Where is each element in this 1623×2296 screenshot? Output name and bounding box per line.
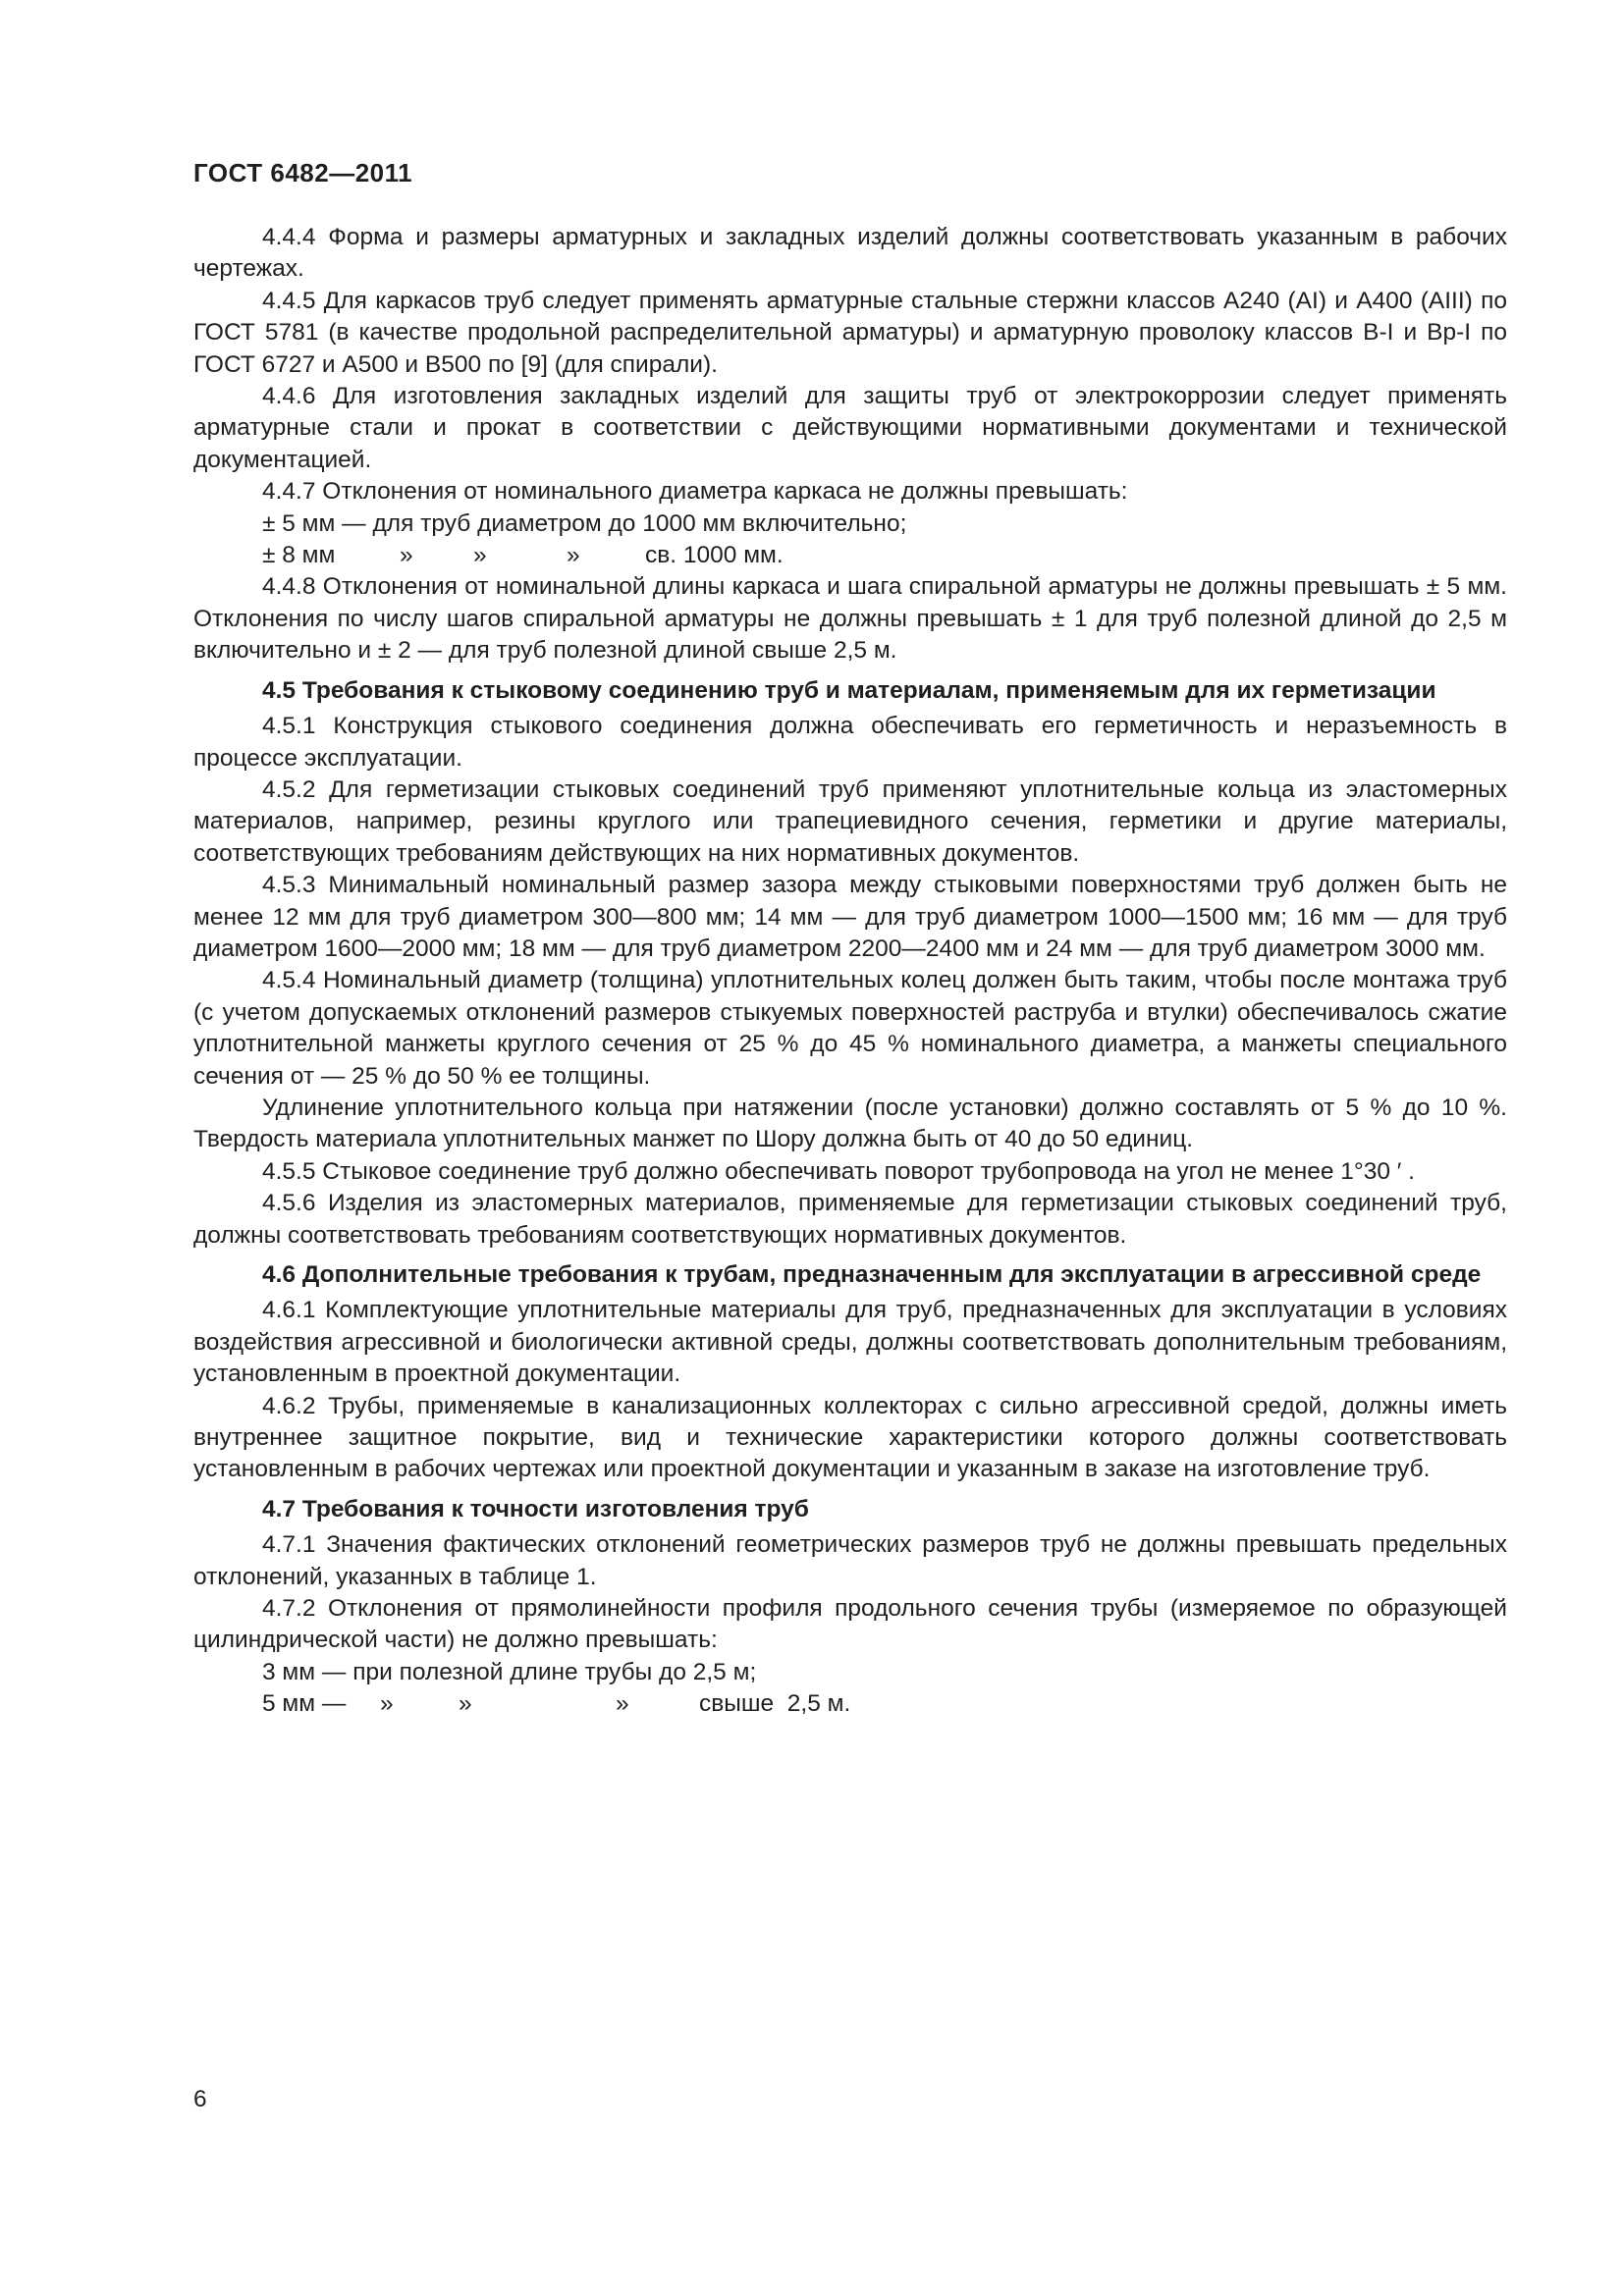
paragraph-4-4-5: 4.4.5 Для каркасов труб следует применять арматурные стальные стержни классов А240 (АI) и А400 (АIII) по ГОСТ 5781 (в качестве продольной распределительной арматуры) и арматурную проволоку классов В-I и Вр-I по ГОСТ 6727 и А500 и В500 по [9] (для спирали). — [193, 287, 1507, 378]
paragraph-4-5-3: 4.5.3 Минимальный номинальный размер зазора между стыковыми поверхностями труб должен быть не менее 12 мм для труб диаметром 300—800 мм; 14 мм — для труб диаметром 1000—1500 мм; 16 мм — для труб диаметром 1600—2000 мм; 18 мм — для труб диаметром 2200—2400 мм и 24 мм — для труб диаметром 3000 мм. — [193, 872, 1507, 962]
document-header: ГОСТ 6482—2011 — [193, 158, 413, 187]
ditto-mark: » — [473, 542, 487, 569]
paragraph-4-4-4: 4.4.4 Форма и размеры арматурных и закладных изделий должны соответствовать указанным в рабочих чертежах. — [193, 224, 1507, 283]
paragraph-4-5-1: 4.5.1 Конструкция стыкового соединения должна обеспечивать его герметичность и неразъемность в процессе эксплуатации. — [193, 713, 1507, 772]
tolerance-line-1: ± 5 мм — для труб диаметром до 1000 мм включительно; — [262, 509, 907, 537]
paragraph-4-4-7: 4.4.7 Отклонения от номинального диаметра каркаса не должны превышать: — [262, 478, 1128, 506]
ditto-mark: » — [380, 1690, 394, 1718]
section-title-4-5: 4.5 Требования к стыковому соединению труб и материалам, применяемым для их герметизации — [262, 676, 1436, 704]
paragraph-4-7-1: 4.7.1 Значения фактических отклонений геометрических размеров труб не должны превышать предельных отклонений, указанных в таблице 1. — [193, 1531, 1507, 1590]
paragraph-4-5-5: 4.5.5 Стыковое соединение труб должно обеспечивать поворот трубопровода на угол не менее 1°30 ′ . — [262, 1157, 1415, 1185]
ditto-mark: » — [567, 542, 580, 569]
paragraph-4-4-8: 4.4.8 Отклонения от номинальной длины каркаса и шага спиральной арматуры не должны превышать ± 5 мм. Отклонения по числу шагов спиральной арматуры не должны превышать ± 1 для труб полезной длиной до 2,5 м включительно и ± 2 — для труб полезной длиной свыше 2,5 м. — [193, 573, 1507, 665]
paragraph-4-6-1: 4.6.1 Комплектующие уплотнительные материалы для труб, предназначенных для эксплуатации в условиях воздействия агрессивной и биологически активной среды, должны соответствовать дополнительным требованиям, установленным в проектной документации. — [193, 1297, 1507, 1388]
paragraph-4-5-6: 4.5.6 Изделия из эластомерных материалов, применяемые для герметизации стыковых соединений труб, должны соответствовать требованиям соответствующих нормативных документов. — [193, 1190, 1507, 1249]
length-range: свыше 2,5 м. — [699, 1690, 851, 1718]
page-number: 6 — [193, 2086, 207, 2112]
paragraph-4-4-6: 4.4.6 Для изготовления закладных изделий для защиты труб от электрокоррозии следует применять арматурные стали и прокат в соответствии с действующими нормативными документами и технической документацией. — [193, 383, 1507, 473]
ditto-mark: » — [459, 1690, 472, 1718]
paragraph-4-6-2: 4.6.2 Трубы, применяемые в канализационных коллекторах с сильно агрессивной средой, должны иметь внутреннее защитное покрытие, вид и технические характеристики которого должны соответствовать установленным в рабочих чертежах или проектной документации и указанным в заказе на изготовление труб. — [193, 1392, 1507, 1483]
length-value: 5 мм — — [262, 1690, 347, 1718]
length-line-1: 3 мм — при полезной длине трубы до 2,5 м; — [262, 1658, 757, 1685]
tolerance-value: ± 8 мм — [262, 542, 336, 569]
paragraph-4-7-2: 4.7.2 Отклонения от прямолинейности профиля продольного сечения трубы (измеряемое по образующей цилиндрической части) не должно превышать: — [193, 1595, 1507, 1654]
ditto-mark: » — [616, 1690, 629, 1718]
paragraph-4-5-4: 4.5.4 Номинальный диаметр (толщина) уплотнительных колец должен быть таким, чтобы после монтажа труб (с учетом допускаемых отклонений размеров стыкуемых поверхностей раструба и втулки) обеспечивалось сжатие уплотнительной манжеты круглого сечения от 25 % до 45 % номинального диаметра, а манжеты специального сечения от — 25 % до 50 % ее толщины. — [193, 967, 1507, 1090]
length-line-2 — [193, 1688, 1507, 1720]
document-page — [193, 157, 1507, 1721]
paragraph-4-5-2: 4.5.2 Для герметизации стыковых соединений труб применяют уплотнительные кольца из эластомерных материалов, например, резины круглого или трапециевидного сечения, герметики и другие материалы, соответствующих требованиям действующих на них нормативных документов. — [193, 775, 1507, 867]
section-title-4-6: 4.6 Дополнительные требования к трубам, предназначенным для эксплуатации в агрессивной среде — [262, 1261, 1482, 1288]
tolerance-range: св. 1000 мм. — [645, 542, 784, 569]
paragraph-4-5-4-continued: Удлинение уплотнительного кольца при натяжении (после установки) должно составлять от 5 % до 10 %. Твердость материала уплотнительных манжет по Шору должна быть от 40 до 50 единиц. — [193, 1094, 1507, 1153]
tolerance-line-2 — [193, 540, 1507, 571]
ditto-mark: » — [400, 542, 413, 569]
section-title-4-7: 4.7 Требования к точности изготовления труб — [262, 1495, 809, 1522]
